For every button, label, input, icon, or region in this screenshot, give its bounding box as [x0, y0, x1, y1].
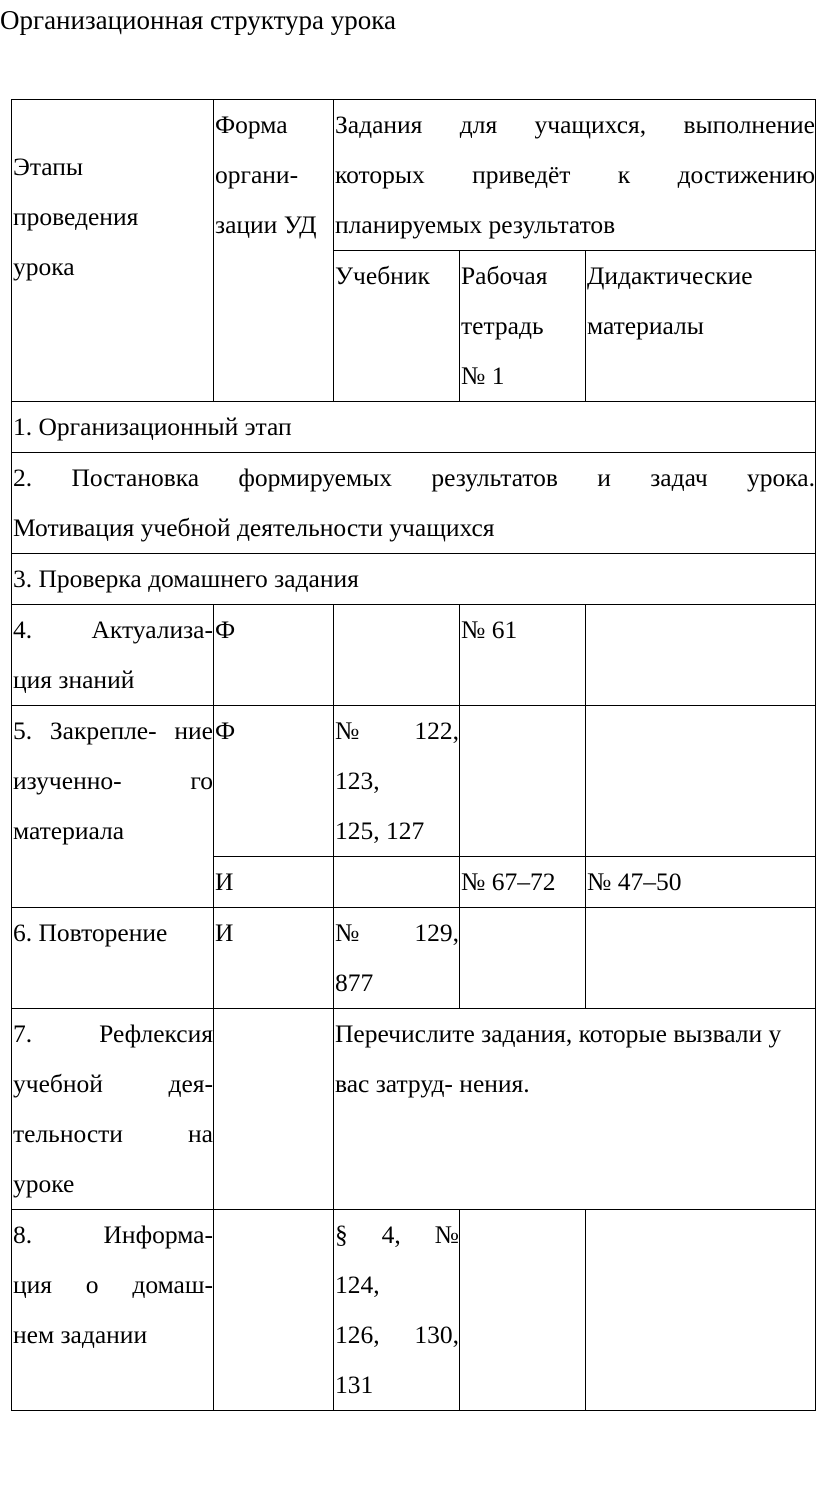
form-cell: И — [214, 857, 334, 908]
stage-line: 8. Информа- — [13, 1220, 213, 1249]
header-tasks-line: Задания для учащихся, выполнение — [335, 110, 815, 139]
header-tasks-line: которых приведёт к достижению — [335, 160, 815, 189]
stage-cell — [12, 1210, 214, 1411]
header-didactic-line: материалы — [587, 311, 704, 340]
table-row — [12, 402, 816, 453]
textbook-line: 126, 130, — [335, 1320, 459, 1349]
header-workbook-line: Рабочая — [461, 261, 548, 290]
table-row — [12, 1210, 816, 1411]
header-form-line: зации УД — [215, 210, 317, 239]
stage-line: Мотивация учебной деятельности учащихся — [13, 513, 495, 542]
stage-line: нем задании — [13, 1320, 148, 1349]
stage-cell — [12, 1009, 214, 1210]
didactic-cell — [586, 1210, 816, 1411]
stage-line: тельности на — [13, 1119, 213, 1148]
header-tasks-cell — [334, 100, 816, 251]
textbook-cell — [334, 706, 460, 857]
stage-line: учебной дея- — [13, 1069, 213, 1098]
textbook-line: 123, — [335, 766, 380, 795]
textbook-line: 877 — [335, 968, 374, 997]
stage-cell — [12, 706, 214, 908]
table-row — [12, 908, 816, 1009]
stage-line: 5. Закрепле- ние — [13, 716, 213, 745]
table-row — [12, 1009, 816, 1210]
textbook-cell — [334, 1210, 460, 1411]
table-row — [12, 554, 816, 605]
stage-cell: 1. Организационный этап — [12, 402, 816, 453]
form-cell: И — [214, 908, 334, 1009]
header-form-cell — [214, 100, 334, 402]
workbook-cell: № 61 — [460, 605, 586, 706]
textbook-line: № 122, — [335, 716, 459, 745]
textbook-line: 131 — [335, 1370, 374, 1399]
workbook-cell: № 67–72 — [460, 857, 586, 908]
header-workbook-line: № 1 — [461, 361, 505, 390]
header-stages-line: проведения — [13, 202, 139, 231]
table-row — [12, 605, 816, 706]
didactic-cell — [586, 706, 816, 857]
header-workbook-line: тетрадь — [461, 311, 544, 340]
stage-line: 7. Рефлексия — [13, 1019, 213, 1048]
textbook-cell — [334, 605, 460, 706]
stage-line: изученно- го — [13, 766, 213, 795]
header-didactic-line: Дидактические — [587, 261, 753, 290]
textbook-line: § 4, № — [335, 1220, 459, 1249]
stage-line: материала — [13, 816, 125, 845]
workbook-cell — [460, 908, 586, 1009]
form-cell: Ф — [214, 706, 334, 857]
textbook-line: 125, 127 — [335, 816, 425, 845]
document-title: Организационная структура урока — [0, 5, 396, 35]
textbook-line: 124, — [335, 1270, 380, 1299]
stage-line: ция о домаш- — [13, 1270, 213, 1299]
didactic-cell — [586, 908, 816, 1009]
workbook-cell — [460, 706, 586, 857]
header-form-line: Форма — [215, 110, 288, 139]
stage-line: 4. Актуализа- — [13, 615, 213, 644]
didactic-cell — [586, 605, 816, 706]
header-tasks-line: планируемых результатов — [335, 210, 616, 239]
form-cell: Ф — [214, 605, 334, 706]
lesson-structure-table — [11, 99, 816, 1411]
header-textbook-cell: Учебник — [334, 251, 460, 402]
workbook-cell — [460, 1210, 586, 1411]
header-form-line: органи- — [215, 160, 299, 189]
textbook-cell — [334, 908, 460, 1009]
header-workbook-cell — [460, 251, 586, 402]
header-stages-cell — [12, 100, 214, 402]
textbook-line: № 129, — [335, 918, 459, 947]
didactic-cell: № 47–50 — [586, 857, 816, 908]
textbook-cell — [334, 857, 460, 908]
form-cell — [214, 1009, 334, 1210]
table-row — [12, 453, 816, 554]
stage-line: 2. Постановка формируемых результатов и задач урока. — [13, 463, 815, 492]
header-row — [12, 100, 816, 251]
tasks-cell: Перечислите задания, которые вызвали у вас затруд- нения. — [334, 1009, 816, 1210]
table-row — [12, 706, 816, 857]
stage-cell: 3. Проверка домашнего задания — [12, 554, 816, 605]
header-didactic-cell — [586, 251, 816, 402]
header-stages-line: урока — [13, 252, 75, 281]
stage-cell — [12, 453, 816, 554]
header-stages-line: Этапы — [13, 152, 84, 181]
form-cell — [214, 1210, 334, 1411]
stage-line: уроке — [13, 1169, 75, 1198]
stage-cell — [12, 605, 214, 706]
stage-cell: 6. Повторение — [12, 908, 214, 1009]
stage-line: ция знаний — [13, 665, 135, 694]
